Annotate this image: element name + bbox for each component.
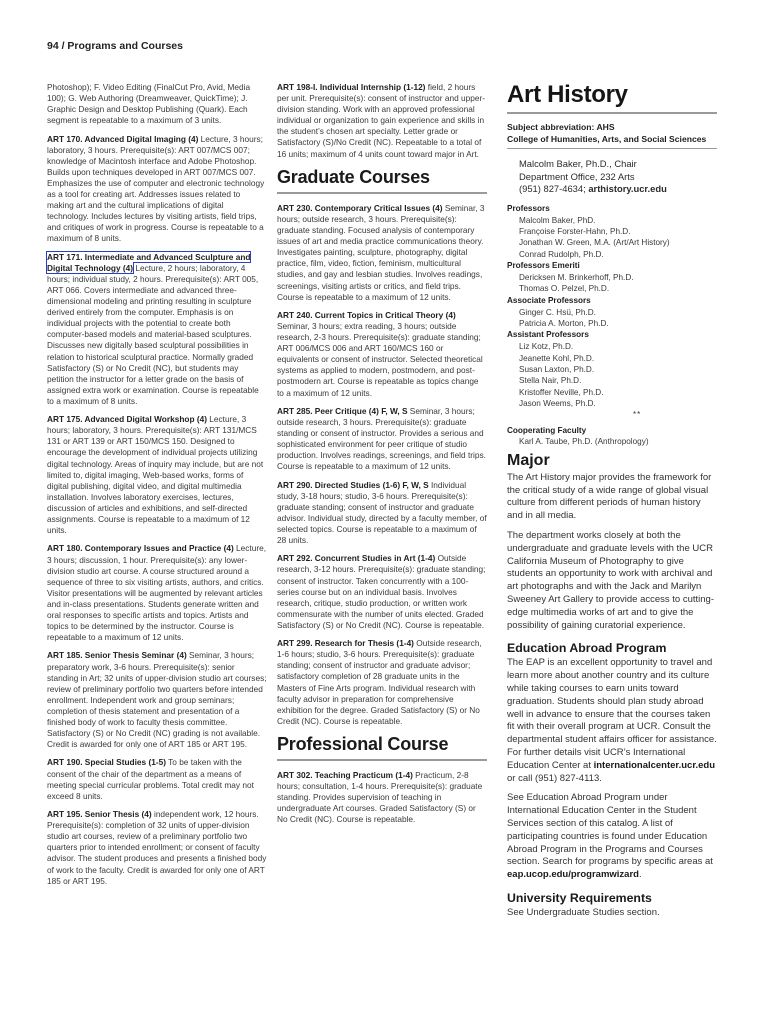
course-description: Seminar, 3 hours; extra reading, 3 hours; outside research, 2-3 hours. Prerequisite(s): graduate standing; ART 006/MCS 006 and ART 160/MCS 160 or equivalents or consent of instructor. Selected theoretical systems as applied to modern, postmodern, and post-postmodern art. Course is repeatable as topics change to a maximum of 12 units. [277, 320, 483, 398]
art-history-title: Art History [507, 82, 717, 114]
department-office: Department Office, 232 Arts [519, 170, 635, 182]
course-title: ART 175. Advanced Digital Workshop (4) [47, 414, 207, 425]
professor-name: Malcolm Baker, PhD. [519, 215, 596, 225]
assistant-professor-name: Susan Laxton, Ph.D. [519, 365, 595, 375]
page-header: 94 / Programs and Courses [47, 40, 183, 52]
course-description: Practicum, 2-8 hours; consultation, 1-4 hours. Prerequisite(s): graduate standing. Provides supervision of teaching in undergraduate Art courses. Graded Satisfactory (S) or No Credit (NC). Course is repeatable. [277, 770, 483, 825]
course-entry [47, 650, 267, 750]
professor-name: Françoise Forster-Hahn, Ph.D. [519, 226, 631, 236]
column-2 [277, 82, 487, 833]
course-title: ART 285. Peer Critique (4) F, W, S [277, 405, 408, 416]
course-title: ART 302. Teaching Practicum (1-4) [277, 770, 413, 781]
eap-paragraph-2: See Education Abroad Program under International Education Center in the Student Services section of this catalog. A list of participating countries is found under Education Abroad Program in the Programs and Courses section. Search for programs by specific areas at eap.ucop.edu/programwizard. [507, 792, 713, 881]
course-entry [277, 638, 487, 727]
cooperating-faculty-heading: Cooperating Faculty [507, 425, 587, 435]
course-description: Outside research, 3-12 hours. Prerequisite(s): graduate standing; consent of instructor. Taken concurrently with a 100-series course but on an individual basis. Involves research, critique, studio production, or written work commensurate with the number of units elected. Graded Satisfactory (S) or No Credit (NC). Course is repeatable. [277, 553, 486, 630]
major-paragraph-2: The department works closely at both the undergraduate and graduate levels with the UCR California Museum of Photography to give students an opportunity to work with archival and art photographs and with the Jack and Marilyn Sweeney Art Gallery to provide access to cutting-edge multimedia works of art and to give the possibility of gaining curatorial experience. [507, 530, 714, 631]
course-title: ART 170. Advanced Digital Imaging (4) [47, 133, 199, 144]
course-description: field, 2 hours per unit. Prerequisite(s): consent of instructor and upper-division standing. Work with an approved professional individual or organization to gain experience and skills in the student’s chosen art specialty. Letter grade or Satisfactory (S)/No Credit (NC). Repeatable to a total of 16 units; maximum of 4 units count toward major in Art. [277, 82, 485, 159]
graduate-courses-heading: Graduate Courses [277, 167, 487, 194]
course-title: ART 299. Research for Thesis (1-4) [277, 638, 414, 649]
emeriti-heading: Professors Emeriti [507, 261, 580, 271]
course-title: ART 230. Contemporary Critical Issues (4) [277, 202, 443, 213]
course-entry [47, 809, 267, 887]
course-title: ART 195. Senior Thesis (4) [47, 809, 152, 820]
course-description: Seminar, 3 hours; preparatory work, 3-6 hours. Prerequisite(s): senior standing in Art; 32 units of upper-division studio art courses; review of preliminary portfolio two quarters before intended enrollment. Independent work and group seminars; completion of thesis statement and presentation of a finished body of work to faculty thesis committee. Satisfactory (S) or No Credit (NC) grading is not available. Credit is awarded for only one of ART 185 or ART 195. [47, 650, 267, 750]
footnote-stars: ** [633, 409, 642, 419]
assistant-professor-name: Stella Nair, Ph.D. [519, 376, 582, 386]
department-phone: (951) 827-4634; [519, 183, 589, 195]
education-abroad-heading: Education Abroad Program [507, 641, 667, 656]
course-description: Outside research, 1-6 hours; studio, 3-6 hours. Prerequisite(s): graduate standing; consent of instructor and graduate advisor; satisfactory completion of 28 graduate units in the Masters of Fine Arts program. Individual research with faculty advisor in preparation for comprehensive exhibition for the degree. Graded Satisfactory (S) or No Credit (NC). Course is repeatable. [277, 638, 482, 726]
course-entry [277, 203, 487, 303]
course-entry [277, 310, 487, 399]
subject-block [507, 122, 717, 149]
course-entry [277, 406, 487, 473]
column-3 [507, 82, 717, 927]
course-description: Lecture, 3 hours; laboratory, 3 hours. Prerequisite(s): ART 007/MCS 007; knowledge of Macintosh interface and Adobe Photoshop. Builds upon techniques developed in ART 007/MCS 007. Emphasizes the use of computer and electronic technology as a tool for creating art. Addresses issues related to making art and the cultural implications of digital technology. Includes lectures by visiting artists, field trips, and critiques of work in progress. Course is repeatable to a maximum of 8 units. [47, 133, 265, 244]
column-1 [47, 82, 267, 894]
course-description: Lecture, 2 hours; laboratory, 4 hours; individual study, 2 hours. Prerequisite(s): ART 005, ART 066. Covers intermediate and advanced three-dimensional modeling and printing resulting in sculpture derived entirely from the computer. Emphasis is on individual projects with the potential to create both computer-based models and material-based sculptures. Discusses new digitally based sculptural possibilities in relation to historical sculptural practice. Normally graded Satisfactory (S) or No Credit (NC), but students may petition the instructor for a letter grade on the basis of assigned extra work or examination. Course is repeatable to a maximum of 8 units. [47, 262, 259, 406]
course-title: ART 171. Intermediate and Advanced Sculpture and Digital Technology (4) [47, 251, 251, 273]
program-wizard-link[interactable]: eap.ucop.edu/programwizard [507, 869, 639, 881]
subject-abbreviation: Subject abbreviation: AHS [507, 122, 615, 132]
professors-heading: Professors [507, 203, 550, 213]
cooperating-faculty-name: Karl A. Taube, Ph.D. (Anthropology) [519, 437, 649, 447]
course-list-professional [277, 770, 487, 825]
course-entry [277, 82, 487, 160]
associate-professors-heading: Associate Professors [507, 295, 591, 305]
professor-name: Conrad Rudolph, Ph.D. [519, 249, 604, 259]
course-entry [47, 414, 267, 536]
course-description: Lecture, 3 hours; discussion, 1 hour. Prerequisite(s): any lower-division studio art course. A course structured around a sequence of three to six visiting artists, authors, and critics. Visitor presentations will be augmented by relevant articles and in-class presentations. Students generate written and oral responses to specific artists and topics. Artists and topics to be determined by the instructor. Course is repeatable to a maximum of 12 units. [47, 543, 267, 643]
course-description: Individual study, 3-18 hours; studio, 3-6 hours. Prerequisite(s): graduate standing; consent of instructor and graduate advisor. Individual study, directed by a faculty member, of selected topics. Course is repeatable to a maximum of 28 units. [277, 479, 487, 546]
course-list-graduate [277, 203, 487, 727]
course-entry [47, 82, 267, 126]
international-center-link[interactable]: internationalcenter.ucr.edu [593, 759, 716, 771]
course-title: ART 185. Senior Thesis Seminar (4) [47, 650, 187, 661]
course-entry [277, 770, 487, 825]
college-name: College of Humanities, Arts, and Social Sciences [507, 133, 707, 144]
course-entry [277, 553, 487, 631]
course-description: independent work, 12 hours. Prerequisite(s): completion of 32 units of upper-division studio art courses, review of a preliminary portfolio two quarters prior to intended enrollment; or consent of faculty advisor. The student produces and presents a finished body of work to the faculty. Credit is awarded for only one of ART 185 or ART 195. [47, 809, 267, 886]
course-title: ART 198-I. Individual Internship (1-12) [277, 82, 426, 92]
major-heading: Major [507, 451, 550, 469]
course-entry [47, 252, 267, 407]
course-entry [47, 134, 267, 245]
course-entry [47, 757, 267, 801]
assistant-professor-name: Jeanette Kohl, Ph.D. [519, 353, 595, 363]
course-title: ART 190. Special Studies (1-5) [47, 757, 166, 768]
course-title: ART 240. Current Topics in Critical Theory (4) [277, 309, 456, 320]
emeritus-name: Thomas O. Pelzel, Ph.D. [519, 284, 610, 294]
associate-professor-name: Patricia A. Morton, Ph.D. [519, 319, 609, 329]
course-list-upper [277, 82, 487, 160]
chair-name: Malcolm Baker, Ph.D., Chair [519, 158, 637, 169]
course-title: ART 180. Contemporary Issues and Practice (4) [47, 543, 234, 554]
course-description: Seminar, 3 hours; outside research, 3 hours. Prerequisite(s): graduate standing or consent of instructor. Provides a serious and sophisticated environment for peer critique of studio production. Involves readings, screenings, and field trips. Course is repeatable to a maximum of 12 units. [277, 405, 486, 472]
professor-name: Jonathan W. Green, M.A. (Art/Art History) [519, 238, 670, 248]
professional-course-heading: Professional Course [277, 734, 487, 761]
eap-paragraph-1: The EAP is an excellent opportunity to travel and learn more about another country and its culture while taking courses to earn units toward graduation. Students should plan study abroad well in advance to ensure that the courses taken fit with their overall program at UCR. Consult the departmental student affairs officer for assistance. For further details visit UCR’s International Education Center at internationalcenter.ucr.edu or call (951) 827-4113. [507, 657, 717, 784]
course-description: To be taken with the consent of the chair of the department as a means of meeting special curricular problems. Total credit may not exceed 8 units. [47, 757, 254, 801]
department-contact [507, 158, 717, 196]
major-paragraph-1: The Art History major provides the framework for the critical study of a wide range of global visual culture from different periods of human history and in all media. [507, 471, 712, 522]
course-entry [47, 543, 267, 643]
course-title: ART 292. Concurrent Studies in Art (1-4) [277, 553, 436, 564]
department-website-link[interactable]: arthistory.ucr.edu [588, 183, 667, 195]
assistant-professor-name: Liz Kotz, Ph.D. [519, 342, 574, 352]
course-entry [277, 480, 487, 547]
university-requirements-text: See Undergraduate Studies section. [507, 906, 660, 918]
course-description: Lecture, 3 hours; laboratory, 3 hours. Prerequisite(s): ART 131/MCS 131 or ART 139 or ART 150/MCS 150. Designed to encourage the development of individual projects utilizing digital technology. Areas of inquiry may include, but are not limited to, digital imaging, Web-based works, forms of digital publishing, digital video, and digital multimedia installation. Involves laboratory exercises, lectures, discussion of articles and exhibitions, and self-directed assignments. Course is repeatable to a maximum of 12 units. [47, 414, 264, 536]
associate-professor-name: Ginger C. Hsü, Ph.D. [519, 307, 596, 317]
course-description: Seminar, 3 hours; outside research, 3 hours. Prerequisite(s): graduate standing. Focused analysis of contemporary issues of art and media practice communications theory. Investigates painting, sculpture, photography, digital practice, film, video, fiction, feminism, multicultural studies, and gay and lesbian studies. Involves readings, screenings, visiting artists or critics, and field trips. Course is repeatable to a maximum of 12 units. [277, 202, 485, 302]
assistant-professor-name: Kristoffer Neville, Ph.D. [519, 387, 604, 397]
course-description: Photoshop); F. Video Editing (FinalCut Pro, Avid, Media 100); G. Web Authoring (Dreamweaver, QuickTime); J. Graphic Design and Desktop Publishing (Quark). Each segment is repeatable to a maximum of 3 units. [47, 82, 251, 126]
course-title: ART 290. Directed Studies (1-6) F, W, S [277, 479, 429, 490]
assistant-professors-heading: Assistant Professors [507, 330, 589, 340]
emeritus-name: Dericksen M. Brinkerhoff, Ph.D. [519, 273, 634, 282]
university-requirements-heading: University Requirements [507, 890, 652, 905]
assistant-professor-name: Jason Weems, Ph.D. [519, 399, 596, 409]
